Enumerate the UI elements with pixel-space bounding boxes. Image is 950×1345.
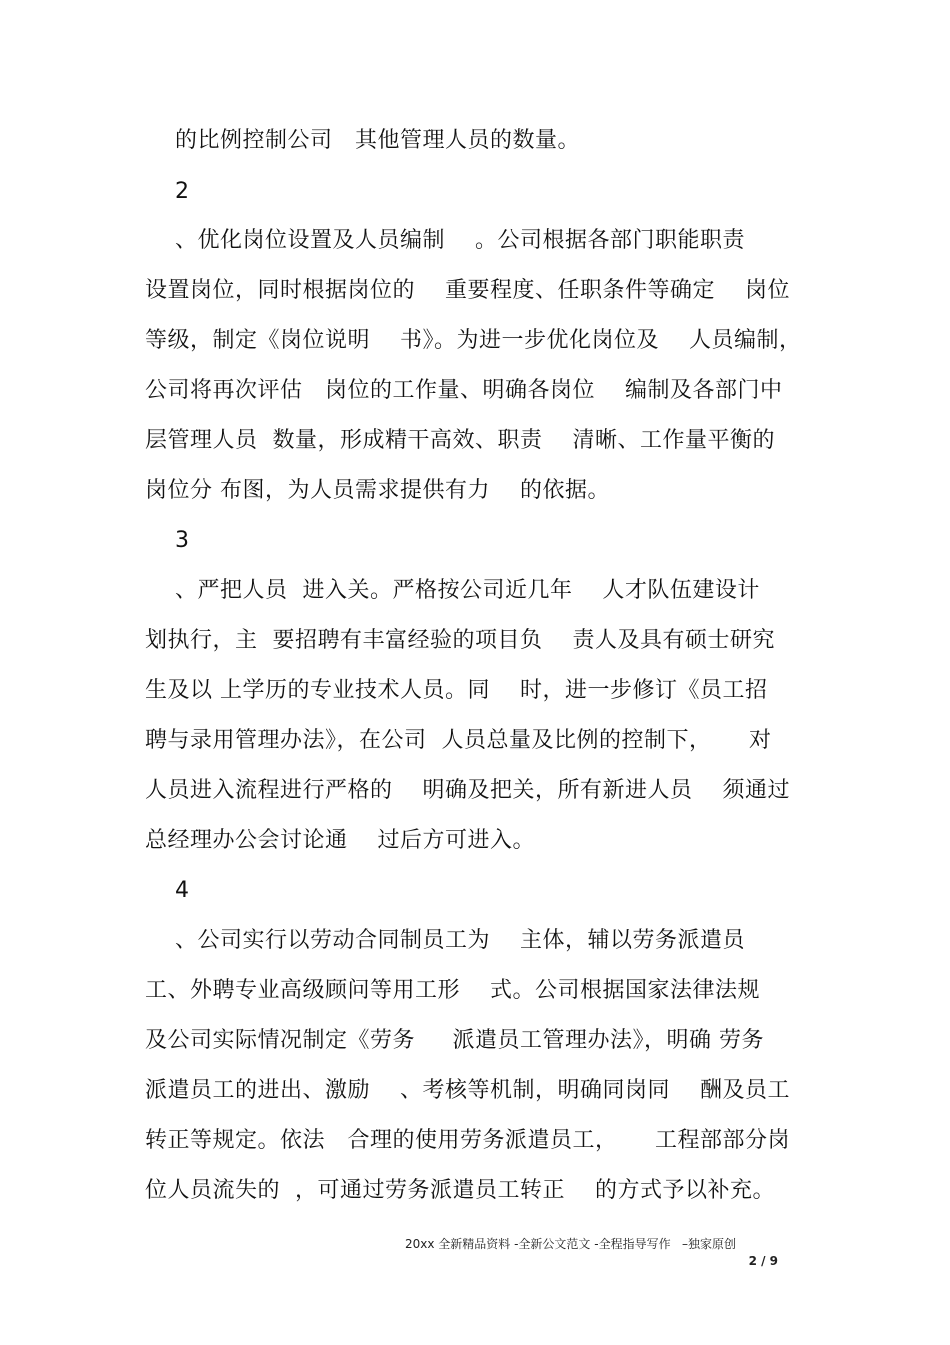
text-line: 划执行，主 要招聘有丰富经验的项目负 责人及具有硕士研究 — [145, 628, 775, 653]
text-line: 工、外聘专业高级顾问等用工形 式。公司根据国家法律法规 — [145, 978, 760, 1003]
text-line: 的比例控制公司 其他管理人员的数量。 — [145, 128, 580, 153]
text-line: 人员进入流程进行严格的 明确及把关，所有新进人员 须通过 — [145, 778, 790, 803]
text-line: 等级，制定《岗位说明 书》。为进一步优化岗位及 人员编制， — [145, 328, 802, 353]
text-line: 位人员流失的 ，可通过劳务派遣员工转正 的方式予以补充。 — [145, 1178, 775, 1203]
footer-text: 20xx 全新精品资料 -全新公文范文 -全程指导写作 –独家原创 — [405, 1237, 737, 1251]
text-line: 设置岗位，同时根据岗位的 重要程度、任职条件等确定 岗位 — [145, 278, 790, 303]
text-line: 层管理人员 数量，形成精干高效、职责 清晰、工作量平衡的 — [145, 428, 775, 453]
section-number: 3 — [145, 528, 190, 553]
page-number: 2 / 9 — [748, 1254, 778, 1268]
text-line: 总经理办公会讨论通 过后方可进入。 — [145, 828, 535, 853]
text-line: 、严把人员 进入关。严格按公司近几年 人才队伍建设计 — [145, 578, 760, 603]
text-line: 聘与录用管理办法》，在公司 人员总量及比例的控制下， 对 — [145, 728, 772, 753]
text-line: 公司将再次评估 岗位的工作量、明确各岗位 编制及各部门中 — [145, 378, 783, 403]
text-line: 派遣员工的进出、激励 、考核等机制，明确同岗同 酬及员工 — [145, 1078, 790, 1103]
text-line: 岗位分 布图，为人员需求提供有力 的依据。 — [145, 478, 610, 503]
text-line: 、公司实行以劳动合同制员工为 主体，辅以劳务派遣员 — [145, 928, 745, 953]
section-number: 4 — [145, 878, 190, 903]
text-line: 、优化岗位设置及人员编制 。公司根据各部门职能职责 — [145, 228, 745, 253]
text-line: 及公司实际情况制定《劳务 派遣员工管理办法》，明确 劳务 — [145, 1028, 764, 1053]
text-line: 转正等规定。依法 合理的使用劳务派遣员工， 工程部部分岗 — [145, 1128, 790, 1153]
section-number: 2 — [145, 179, 190, 204]
text-line: 生及以 上学历的专业技术人员。同 时，进一步修订《员工招 — [145, 678, 768, 703]
